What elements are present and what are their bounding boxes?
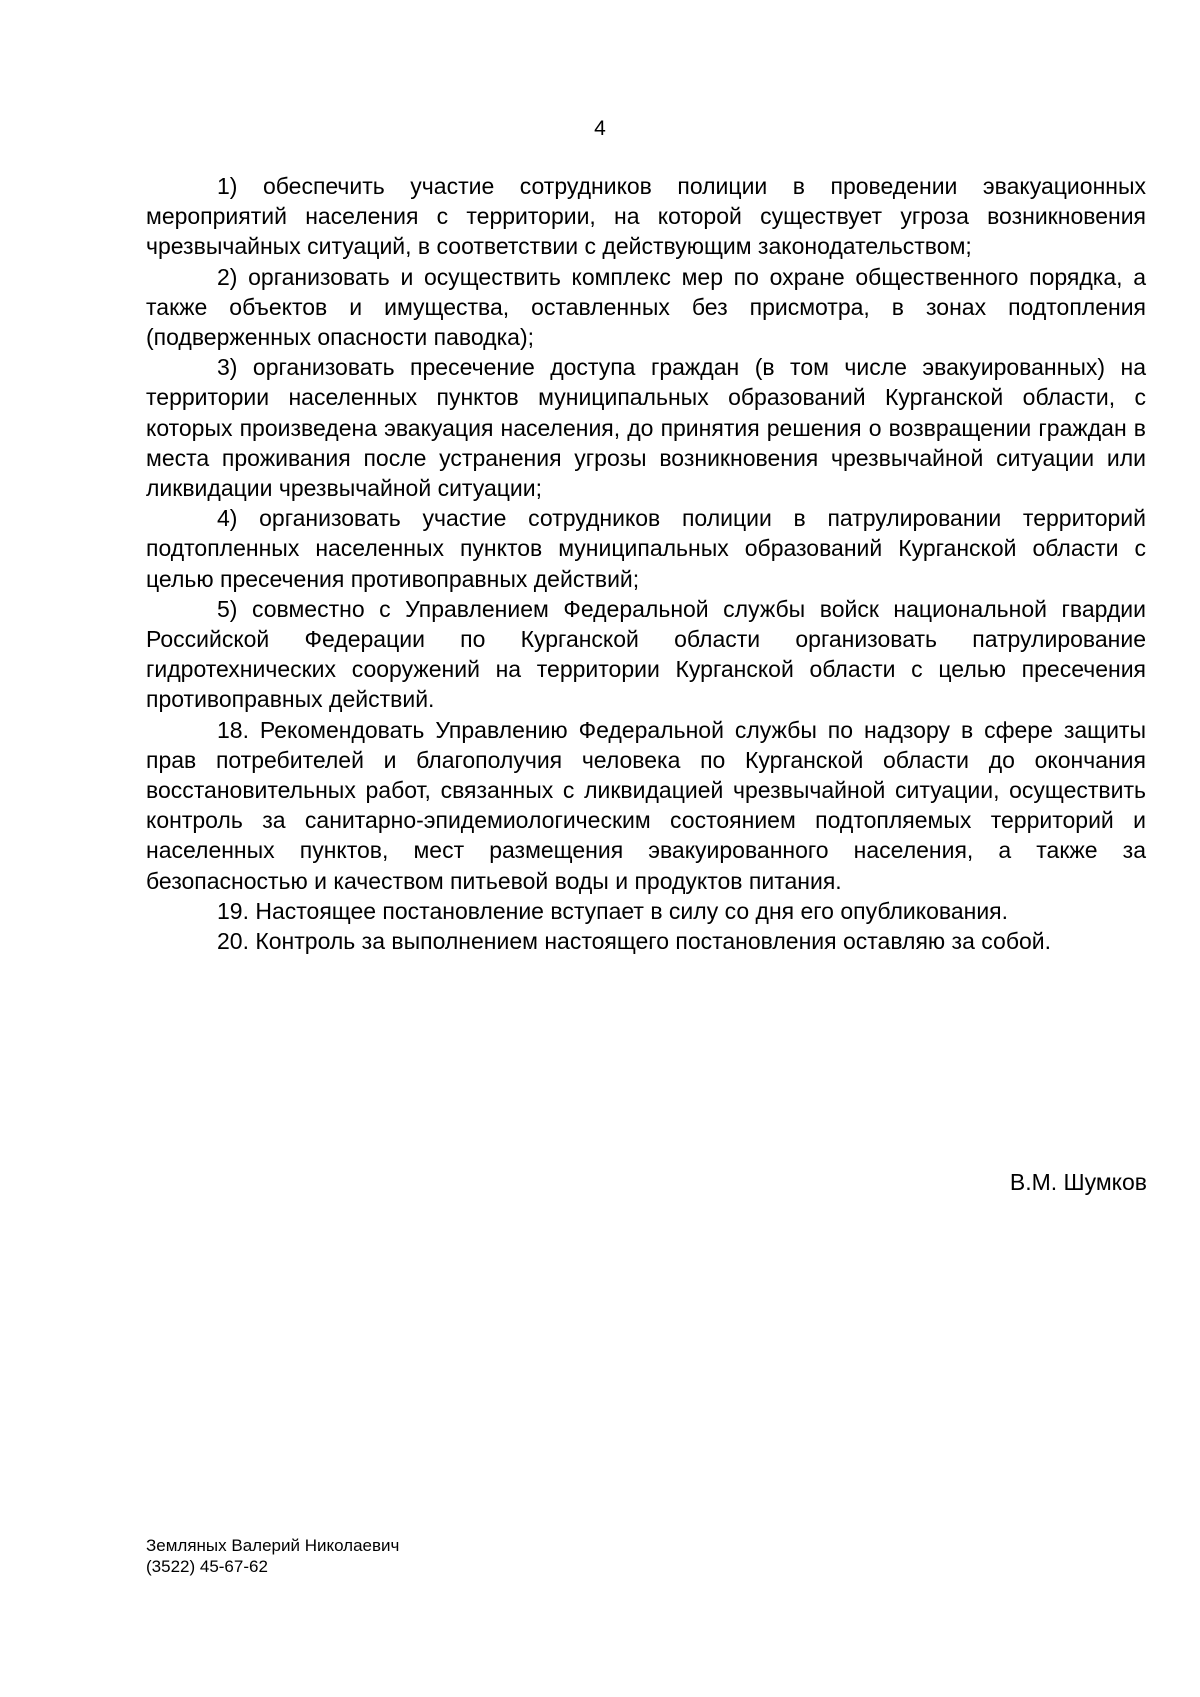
contact-block <box>146 1535 399 1577</box>
contact-name: Земляных Валерий Николаевич <box>146 1536 400 1555</box>
paragraph-item-2: 2) организовать и осуществить комплекс мер по охране общественного порядка, а также объектов и имущества, оставленных без присмотра, в зонах подтопления (подверженных опасности паводка); <box>146 263 1146 351</box>
paragraph-item-4: 4) организовать участие сотрудников полиции в патрулировании территорий подтопленных населенных пунктов муниципальных образований Курганской области с целью пресечения противоправных действий; <box>146 505 1146 592</box>
paragraph-point-18: 18. Рекомендовать Управлению Федеральной службы по надзору в сфере защиты прав потребителей и благополучия человека по Курганской области до окончания восстановительных работ, связанных с ликвидацией чрезвычайной ситуации, осуществить контроль за санитарно-эпидемиологическим состоянием подтопляемых территорий и населенных пунктов, мест размещения эвакуированного населения, а также за безопасностью и качеством питьевой воды и продуктов питания. <box>146 716 1146 894</box>
paragraph-item-1: 1) обеспечить участие сотрудников полиции в проведении эвакуационных мероприятий населения с территории, на которой существует угроза возникновения чрезвычайных ситуаций, в соответствии с действующим законодательством; <box>146 173 1146 260</box>
document-body <box>146 171 1146 956</box>
paragraph-item-5: 5) совместно с Управлением Федеральной службы войск национальной гвардии Российской Федерации по Курганской области организовать патрулирование гидротехнических сооружений на территории Курганской области с целью пресечения противоправных действий. <box>146 595 1146 713</box>
contact-phone: (3522) 45-67-62 <box>146 1557 268 1576</box>
paragraph-point-20: 20. Контроль за выполнением настоящего постановления оставляю за собой. <box>217 928 1052 955</box>
signature-name: В.М. Шумков <box>1009 1169 1147 1195</box>
paragraph-item-3: 3) организовать пресечение доступа граждан (в том числе эвакуированных) на территории населенных пунктов муниципальных образований Курганской области, с которых произведена эвакуация населения, до принятия решения о возвращении граждан в места проживания после устранения угрозы возникновения чрезвычайной ситуации или ликвидации чрезвычайной ситуации; <box>146 354 1146 502</box>
paragraph-point-19: 19. Настоящее постановление вступает в силу со дня его опубликования. <box>217 897 1009 924</box>
page-number: 4 <box>594 117 606 140</box>
